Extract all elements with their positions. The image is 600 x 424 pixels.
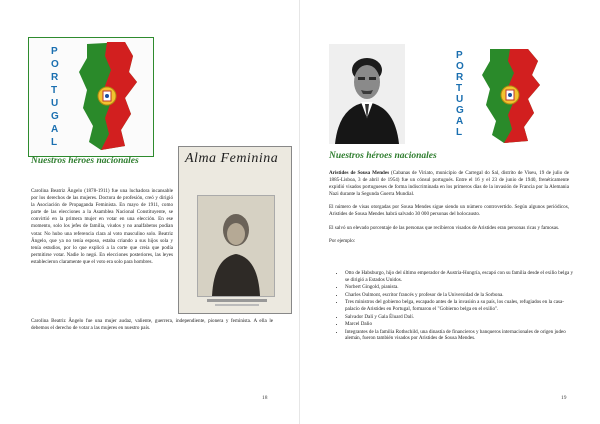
examples-list xyxy=(337,270,577,343)
list-item: • Tres ministros del gobierno belga, escapado antes de la invasión a su país, los cuales, refugiados en la casa-palacio de Aristides en Portugal, formaron el "Gobierno belga en el exilio". xyxy=(345,299,577,312)
paragraph-people: El salvó un elevado porcentaje de las personas que recibieron visados de Aristides eran personas ricas y famosas. xyxy=(329,224,560,231)
list-item: • Otto de Habsburgo, hijo del último emperador de Austria-Hungría, escapó con su familia desde el exilio belga y se dirigió a Estados Unidos. xyxy=(345,270,577,283)
biography-text: fue una luchadora incansable por los derechos de las mujeres. Doctora de profesión, creó y dirigió la Asociación de Propaganda Feminista. En mayo de 1911, como parte de las elecciones a la Asamblea Nacional Constituyente, se convirtió en la primera mujer en votar en una elección. En ese momento, solo los jefes de familia, viudos y no analfabetos podían votar. No hubo una referencia clara al voto masculino solo. Beatriz Ângelo, que ya no tenía esposo, estaba criando a sus hijos sola y tenía estudios, por lo que explicó a la corte que creía que podía permitirse votar. Nadie lo negó. En elecciones posteriores, las leyes establecieron claramente que el voto era solo para hombres. xyxy=(31,188,173,265)
map-letter: T xyxy=(51,85,58,96)
map-letter: U xyxy=(51,98,59,109)
biography-text: (Cabanas de Viriato, municipio de Carregal do Sal, distrito de Viseu, 19 de julio de 1885-Lisboa, 3 de abril de 1954) fue un cónsul portugués. Entre el 16 y el 23 de junio de 1940, frenéticamente expidió visados portugueses de forma indiscriminada en los primeros días de la invasión de Francia por la Alemania Nazi durante la Segunda Guerra Mundial. xyxy=(329,170,569,198)
map-letter: T xyxy=(456,83,463,94)
person-name: Aristides de Sousa Mendes xyxy=(329,170,390,176)
map-letter: O xyxy=(456,61,464,72)
list-item: • Norbert Gingold, pianista. xyxy=(345,284,577,291)
map-letter: O xyxy=(51,59,59,70)
list-item: • Integrantes de la familia Rothschild, una dinastía de financieros y banqueros internacionales de origen judeo alemán, fueron también visados por Aristides de Sousa Mendes. xyxy=(345,329,577,342)
man-portrait-icon xyxy=(329,44,405,144)
list-item: • Charles Oulmont, escritor francés y profesor de la Universidad de la Sorbona. xyxy=(345,292,577,299)
paragraph-examples-intro: Por ejemplo: xyxy=(329,237,356,244)
map-letter: L xyxy=(456,127,463,138)
list-item: • Marcel Dalio xyxy=(345,321,577,328)
caption-line xyxy=(207,299,267,302)
portugal-map-image xyxy=(28,37,154,157)
section-heading: Nuestros héroes nacionales xyxy=(329,151,437,161)
page-number: 19 xyxy=(561,395,567,401)
paragraph-visas: El número de visas otorgadas por Sousa Mendes sigue siendo un número controvertido. Según algunos periódicos, Aristides de Sousa Mendes habrá salvado 30 000 personas del holocausto. xyxy=(329,204,569,218)
portrait-photo xyxy=(197,195,275,297)
portugal-flag-map-icon xyxy=(29,38,153,156)
right-page xyxy=(300,0,600,424)
article-body xyxy=(329,170,569,248)
map-letter: G xyxy=(51,111,59,122)
map-letter: A xyxy=(456,116,464,127)
map-letter: U xyxy=(456,94,464,105)
page-number: 18 xyxy=(262,395,268,401)
map-letter: A xyxy=(51,124,59,135)
portugal-flag-map-icon xyxy=(430,45,564,145)
section-heading: Nuestros héroes nacionales xyxy=(31,156,139,166)
woman-portrait-icon xyxy=(198,196,274,296)
map-letter: P xyxy=(456,50,463,61)
map-letter: P xyxy=(51,46,58,57)
caption-line xyxy=(215,304,259,306)
map-letter: L xyxy=(51,137,58,148)
person-years: (1878-1911) xyxy=(84,188,110,194)
list-item: • Salvador Dalí y Gala Éluard Dalí. xyxy=(345,314,577,321)
paragraph-biography xyxy=(31,188,173,272)
portugal-map-image xyxy=(429,44,565,146)
map-letter: R xyxy=(456,72,464,83)
map-letter: G xyxy=(456,105,464,116)
magazine-cover-image xyxy=(178,146,292,314)
paragraph-summary: Carolina Beatriz Ângelo fue una mujer audaz, valiente, guerrera, independiente, pionera y feminista. A ella le debemos el derecho de votar a las mujeres en nuestro país. xyxy=(31,318,273,332)
portrait-photo xyxy=(329,44,405,144)
map-letter: R xyxy=(51,72,59,83)
magazine-title: Alma Feminina xyxy=(185,151,279,166)
person-name: Carolina Beatriz Ângelo xyxy=(31,188,83,194)
